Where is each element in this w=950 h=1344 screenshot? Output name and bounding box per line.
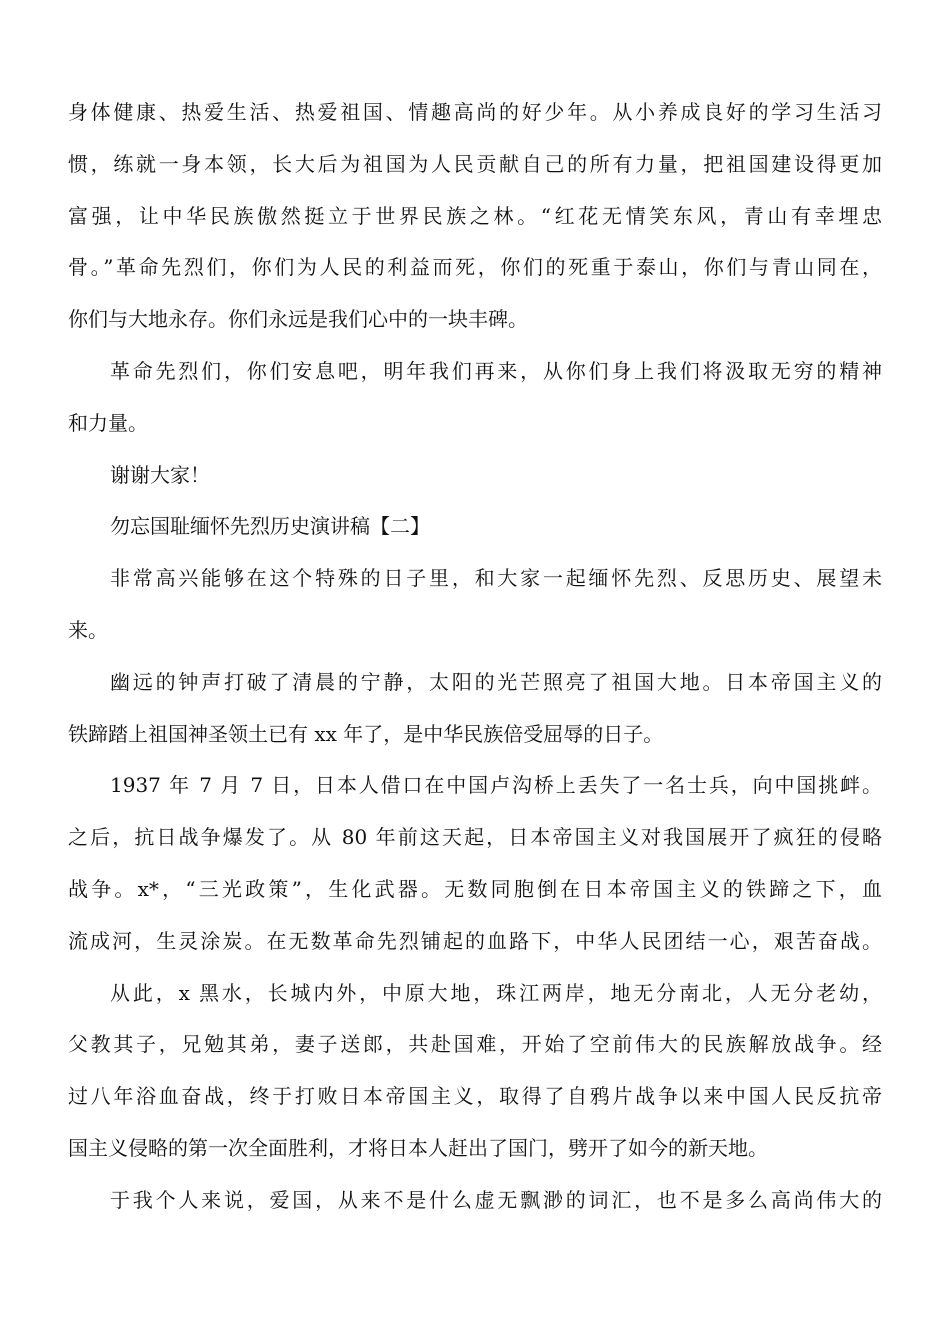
text-line: 父教其子，兄勉其弟，妻子送郎，共赴国难，开始了空前伟大的民族解放战争。经	[68, 1032, 882, 1057]
text-line: 1937 年 7 月 7 日，日本人借口在中国卢沟桥上丢失了一名士兵，向中国挑衅。	[110, 773, 882, 798]
paragraph	[68, 346, 882, 450]
paragraph	[68, 553, 882, 657]
text-line: 来。	[68, 617, 108, 642]
paragraph	[68, 87, 882, 346]
document-page	[68, 87, 882, 1227]
text-line: 于我个人来说，爱国，从来不是什么虚无飘渺的词汇，也不是多么高尚伟大的	[110, 1187, 882, 1212]
text-line: 谢谢大家！	[110, 462, 210, 487]
paragraph	[68, 1175, 882, 1227]
text-line: 骨。”革命先烈们，你们为人民的利益而死，你们的死重于泰山，你们与青山同在，	[68, 255, 882, 280]
text-line: 革命先烈们，你们安息吧，明年我们再来，从你们身上我们将汲取无穷的精神	[110, 358, 882, 383]
text-line: 惯，练就一身本领，长大后为祖国为人民贡献自己的所有力量，把祖国建设得更加	[68, 151, 882, 176]
section-heading	[68, 501, 882, 553]
text-line: 富强，让中华民族傲然挺立于世界民族之林。“红花无情笑东风，青山有幸埋忠	[68, 203, 882, 228]
text-line: 战争。x*，“三光政策”，生化武器。无数同胞倒在日本帝国主义的铁蹄之下，血	[68, 876, 882, 901]
text-line: 身体健康、热爱生活、热爱祖国、情趣高尚的好少年。从小养成良好的学习生活习	[68, 100, 882, 124]
text-line: 你们与大地永存。你们永远是我们心中的一块丰碑。	[68, 307, 528, 332]
paragraph	[68, 450, 882, 502]
text-line: 和力量。	[68, 410, 148, 435]
paragraph	[68, 657, 882, 761]
text-line: 之后，抗日战争爆发了。从 80 年前这天起，日本帝国主义对我国展开了疯狂的侵略	[68, 825, 882, 850]
text-line: 流成河，生灵涂炭。在无数革命先烈铺起的血路下，中华人民团结一心，艰苦奋战。	[68, 928, 882, 953]
text-line: 过八年浴血奋战，终于打败日本帝国主义，取得了自鸦片战争以来中国人民反抗帝	[68, 1084, 882, 1109]
text-line: 非常高兴能够在这个特殊的日子里，和大家一起缅怀先烈、反思历史、展望未	[110, 566, 882, 591]
text-line: 国主义侵略的第一次全面胜利，才将日本人赶出了国门，劈开了如今的新天地。	[68, 1135, 768, 1160]
paragraph	[68, 968, 882, 1175]
text-line: 幽远的钟声打破了清晨的宁静，太阳的光芒照亮了祖国大地。日本帝国主义的	[110, 669, 882, 694]
text-line: 铁蹄踏上祖国神圣领土已有 xx 年了，是中华民族倍受屈辱的日子。	[68, 721, 664, 746]
text-line: 从此，x 黑水，长城内外，中原大地，珠江两岸，地无分南北，人无分老幼，	[110, 980, 882, 1005]
text-line: 勿忘国耻缅怀先烈历史演讲稿【二】	[110, 514, 430, 539]
paragraph	[68, 760, 882, 967]
